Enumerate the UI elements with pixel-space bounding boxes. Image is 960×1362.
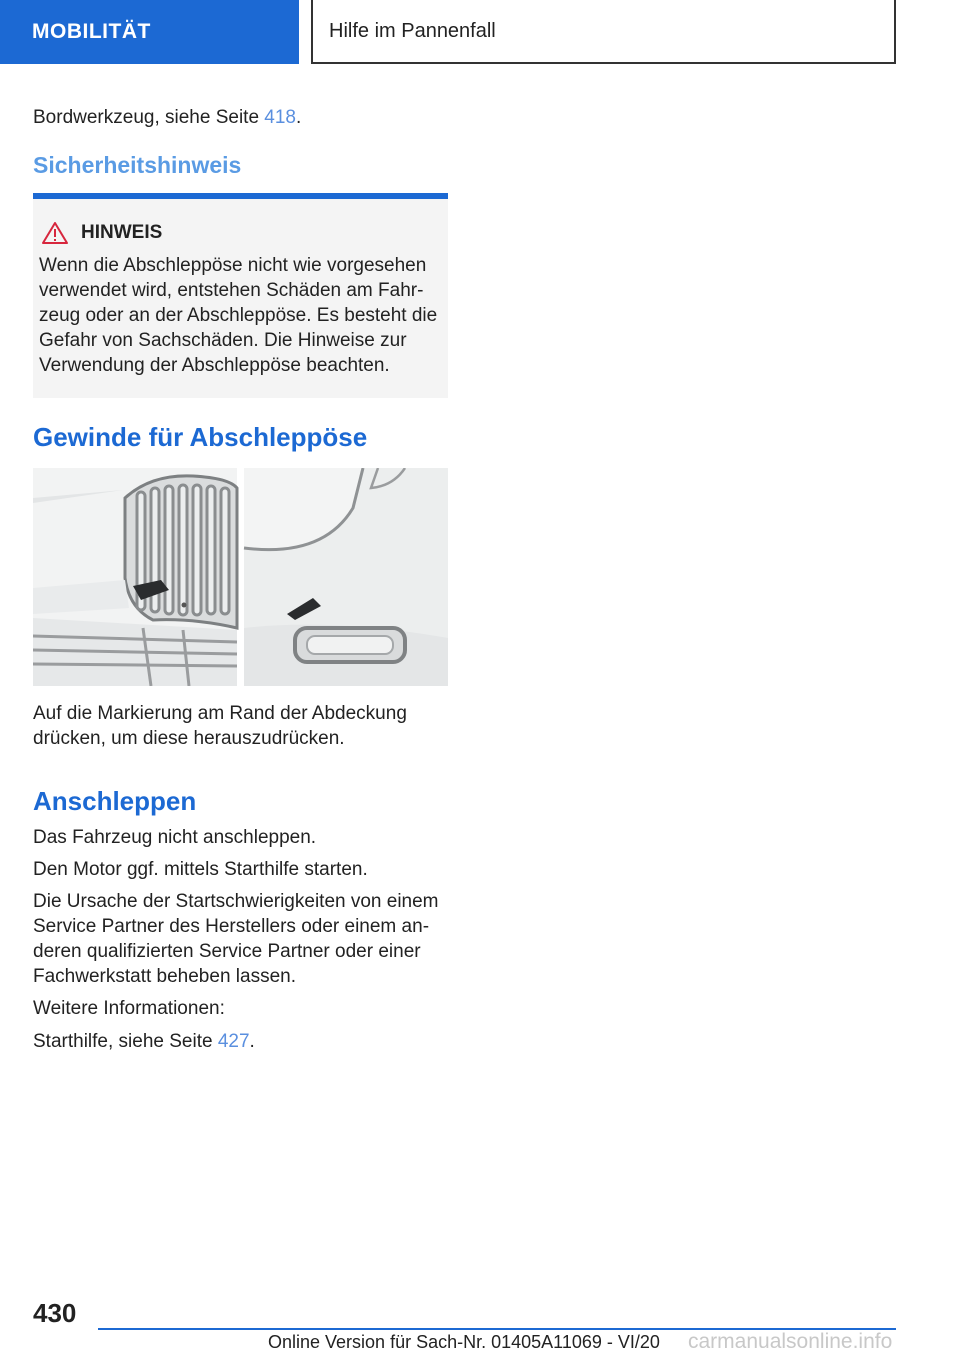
- page-link-427[interactable]: 427: [217, 1031, 250, 1052]
- warning-triangle-icon: [41, 221, 69, 245]
- notice-title: HINWEIS: [81, 222, 163, 243]
- towing-paragraph-3: Die Ursache der Startschwierigkeiten von einem Service Partner des Herstellers oder einem anderen qualifizierten Service Partner oder einer Fachwerkstatt beheben lassen.: [33, 891, 439, 987]
- notice-text: Wenn die Abschleppöse nicht wie vorgesehen verwendet wird, entstehen Schäden am Fahrzeug oder an der Abschleppöse. Es besteht die Gefahr von Sachschäden. Die Hinweise zur Verwendung der Abschleppöse beachten.: [39, 255, 438, 376]
- tow-eye-cover-figure: [33, 468, 448, 686]
- intro-end: .: [296, 107, 302, 128]
- starthilfe-text: Starthilfe, siehe Seite: [33, 1031, 218, 1052]
- thread-caption: Auf die Markierung am Rand der Abdeckung drücken, um diese herauszudrücken.: [33, 703, 407, 749]
- header-chapter-title: Hilfe im Pannenfall: [311, 0, 896, 64]
- notice-header: [39, 221, 440, 245]
- intro-text: Bordwerkzeug, siehe Seite: [33, 107, 265, 128]
- starthilfe-end: .: [249, 1031, 255, 1052]
- watermark: carmanualsonline.info: [688, 1330, 893, 1353]
- thread-heading: Gewinde für Abschleppöse: [33, 422, 368, 452]
- towing-paragraph-5: [33, 1029, 448, 1054]
- towing-paragraph-1: Das Fahrzeug nicht anschleppen.: [33, 827, 317, 848]
- notice-box: [33, 193, 448, 398]
- safety-heading: Sicherheitshinweis: [33, 152, 242, 178]
- towing-paragraph-4: Weitere Informationen:: [33, 998, 225, 1019]
- page-number: 430: [33, 1298, 77, 1328]
- page-link-418[interactable]: 418: [264, 107, 296, 128]
- towing-heading: Anschleppen: [33, 786, 197, 816]
- towing-paragraph-2: Den Motor ggf. mittels Starthilfe starten.: [33, 859, 368, 880]
- header-section-label: MOBILITÄT: [0, 0, 299, 64]
- tow-eye-cover-illustration: [33, 468, 448, 686]
- intro-paragraph: [33, 105, 448, 130]
- footer-online-version: Online Version für Sach-Nr. 01405A11069 - VI/20: [268, 1332, 660, 1352]
